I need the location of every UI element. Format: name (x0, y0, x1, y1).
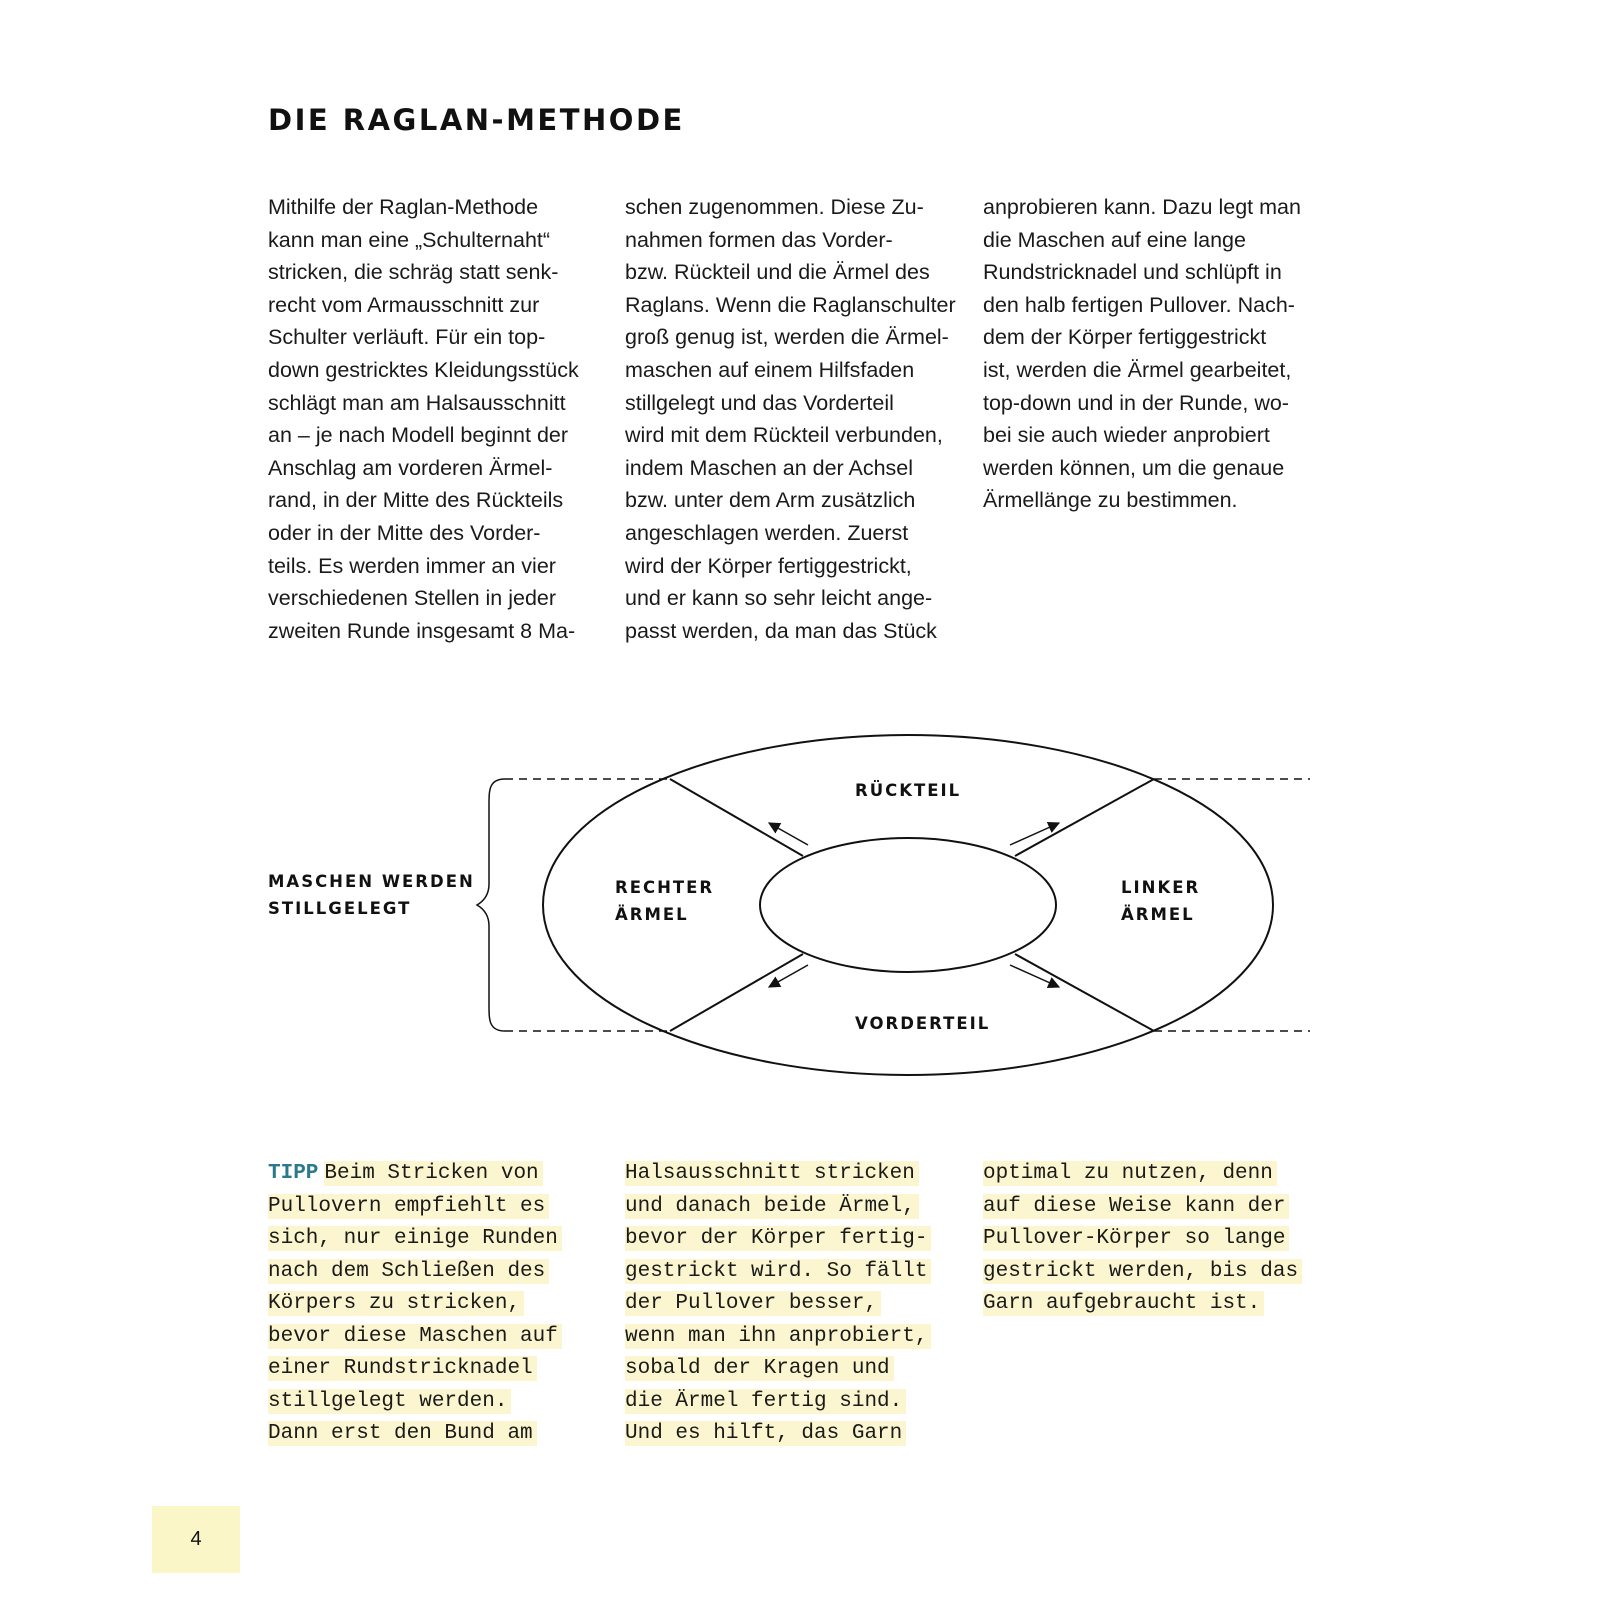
tip-line (268, 1353, 608, 1386)
label-front: VORDERTEIL (855, 1014, 991, 1033)
raglan-line-back-right (670, 779, 803, 856)
tip-line (625, 1158, 965, 1191)
tip-line (268, 1418, 608, 1451)
tip-line (983, 1288, 1323, 1321)
curly-bracket (477, 779, 505, 1031)
tip-text: und danach beide Ärmel, (625, 1194, 919, 1219)
tip-text: optimal zu nutzen, denn (983, 1161, 1277, 1186)
tip-text: Beim Stricken von (324, 1161, 542, 1186)
text-line: down gestricktes Kleidungsstück (268, 357, 579, 382)
text-line: die Maschen auf eine lange (983, 227, 1246, 252)
tip-line (625, 1418, 965, 1451)
tip-line (625, 1191, 965, 1224)
tip-text: die Ärmel fertig sind. (625, 1389, 906, 1414)
text-line: passt werden, da man das Stück (625, 618, 937, 643)
tip-label: TIPP (268, 1162, 319, 1185)
bracket-label-line: STILLGELEGT (268, 899, 412, 918)
raglan-line-front-left (1015, 954, 1154, 1031)
tip-line (983, 1223, 1323, 1256)
text-line: zweiten Runde insgesamt 8 Ma- (268, 618, 576, 643)
tip-text: Halsausschnitt stricken (625, 1161, 919, 1186)
label-line: LINKER (1121, 878, 1201, 897)
tip-column-1 (268, 1158, 608, 1451)
neckline-ellipse (760, 838, 1056, 972)
tip-line (268, 1256, 608, 1289)
text-line: oder in der Mitte des Vorder- (268, 520, 541, 545)
increase-arrow-back-right (769, 823, 808, 845)
label-back: RÜCKTEIL (855, 781, 962, 800)
text-line: ist, werden die Ärmel gearbeitet, (983, 357, 1292, 382)
label-line: ÄRMEL (1121, 905, 1195, 924)
bracket-label-line: MASCHEN WERDEN (268, 872, 475, 891)
text-line: schlägt man am Halsausschnitt (268, 390, 566, 415)
tip-text: einer Rundstricknadel (268, 1356, 537, 1381)
tip-line (625, 1386, 965, 1419)
tip-line (268, 1386, 608, 1419)
tip-text: Pullover-Körper so lange (983, 1226, 1289, 1251)
tip-line (268, 1223, 608, 1256)
tip-line (625, 1288, 965, 1321)
text-line: bzw. unter dem Arm zusätzlich (625, 488, 916, 513)
page-number: 4 (190, 1528, 202, 1550)
tip-text: bevor diese Maschen auf (268, 1324, 562, 1349)
raglan-line-front-right (670, 954, 803, 1031)
tip-line (268, 1191, 608, 1224)
tip-text: Garn aufgebraucht ist. (983, 1291, 1264, 1316)
page-number-box (152, 1506, 240, 1573)
tip-line (625, 1353, 965, 1386)
text-line: Rundstricknadel und schlüpft in (983, 260, 1282, 285)
text-line: kann man eine „Schulternaht“ (268, 227, 551, 252)
bracket-label (268, 868, 475, 922)
text-line: verschiedenen Stellen in jeder (268, 586, 557, 611)
tip-text: Und es hilft, das Garn (625, 1421, 906, 1446)
text-line: Mithilfe der Raglan-Methode (268, 195, 539, 219)
text-line: recht vom Armausschnitt zur (268, 292, 540, 317)
text-line: Anschlag am vorderen Ärmel- (268, 455, 553, 480)
text-line: bzw. Rückteil und die Ärmel des (625, 260, 930, 285)
tip-text: Dann erst den Bund am (268, 1421, 537, 1446)
text-line: und er kann so sehr leicht ange- (625, 586, 933, 611)
tip-text: nach dem Schließen des (268, 1259, 549, 1284)
text-line: dem der Körper fertiggestrickt (983, 325, 1267, 350)
text-line: bei sie auch wieder anprobiert (983, 423, 1270, 448)
tip-line (268, 1288, 608, 1321)
tip-line (625, 1223, 965, 1256)
increase-arrow-front-right (769, 965, 808, 987)
text-line: wird mit dem Rückteil verbunden, (625, 423, 943, 448)
tip-text: der Pullover besser, (625, 1291, 881, 1316)
text-line: an – je nach Modell beginnt der (268, 423, 569, 448)
label-right-sleeve (615, 874, 714, 928)
text-line: wird der Körper fertiggestrickt, (625, 553, 912, 578)
text-line: angeschlagen werden. Zuerst (625, 520, 909, 545)
tip-line (625, 1321, 965, 1354)
tip-line (268, 1321, 608, 1354)
label-line: RECHTER (615, 878, 715, 897)
text-line: nahmen formen das Vorder- (625, 227, 893, 252)
tip-text: gestrickt wird. So fällt (625, 1259, 931, 1284)
tip-text: gestrickt werden, bis das (983, 1259, 1302, 1284)
tip-text: stillgelegt werden. (268, 1389, 511, 1414)
text-line: Ärmellänge zu bestimmen. (983, 488, 1238, 513)
text-line: stricken, die schräg statt senk- (268, 260, 559, 285)
text-line: stillgelegt und das Vorderteil (625, 390, 894, 415)
text-line: Raglans. Wenn die Raglanschulter (625, 292, 956, 317)
label-left-sleeve (1121, 874, 1200, 928)
tip-line (983, 1256, 1323, 1289)
tip-line (983, 1158, 1323, 1191)
tip-column-2 (625, 1158, 965, 1451)
tip-line (983, 1191, 1323, 1224)
text-line: anprobieren kann. Dazu legt man (983, 195, 1301, 219)
tip-column-3 (983, 1158, 1323, 1321)
tip-line (625, 1256, 965, 1289)
tip-text: auf diese Weise kann der (983, 1194, 1289, 1219)
text-line: groß genug ist, werden die Ärmel- (625, 325, 949, 350)
text-line: top-down und in der Runde, wo- (983, 390, 1289, 415)
text-line: rand, in der Mitte des Rückteils (268, 488, 564, 513)
tip-text: wenn man ihn anprobiert, (625, 1324, 931, 1349)
increase-arrow-front-left (1010, 965, 1059, 987)
text-line: teils. Es werden immer an vier (268, 553, 556, 578)
tip-text: Körpers zu stricken, (268, 1291, 524, 1316)
raglan-line-back-left (1015, 779, 1154, 856)
tip-line (268, 1158, 608, 1191)
page-title: DIE RAGLAN-METHODE (268, 103, 685, 137)
text-line: maschen auf einem Hilfsfaden (625, 357, 915, 382)
text-line: schen zugenommen. Diese Zu- (625, 195, 924, 219)
text-line: indem Maschen an der Achsel (625, 455, 914, 480)
tip-text: bevor der Körper fertig- (625, 1226, 931, 1251)
increase-arrow-back-left (1010, 823, 1059, 845)
tip-text: sobald der Kragen und (625, 1356, 894, 1381)
tip-text: sich, nur einige Runden (268, 1226, 562, 1251)
text-line: Schulter verläuft. Für ein top- (268, 325, 546, 350)
text-line: den halb fertigen Pullover. Nach- (983, 292, 1295, 317)
label-line: ÄRMEL (615, 905, 689, 924)
text-line: werden können, um die genaue (983, 455, 1285, 480)
tip-text: Pullovern empfiehlt es (268, 1194, 549, 1219)
